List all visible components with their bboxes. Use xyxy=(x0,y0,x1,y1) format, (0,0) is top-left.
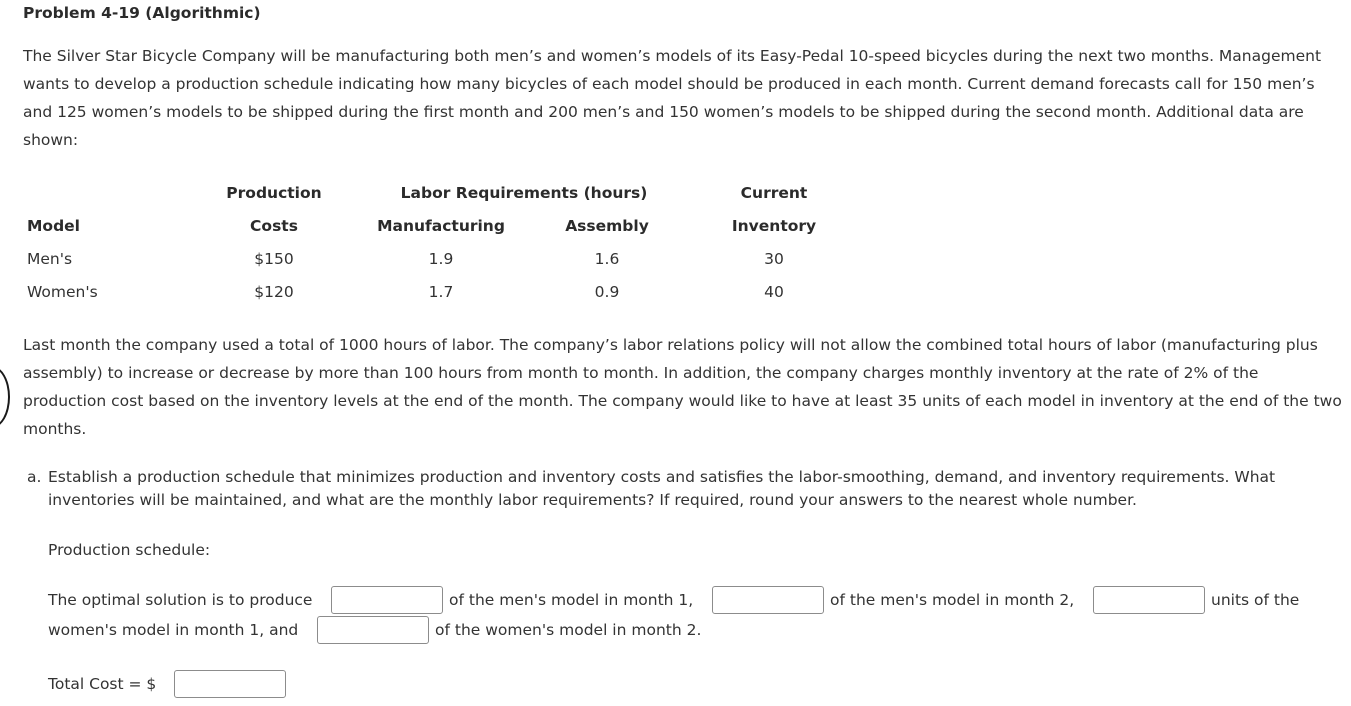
women-month-1-input[interactable] xyxy=(1093,586,1205,614)
header-manufacturing: Manufacturing xyxy=(377,217,505,235)
problem-title: Problem 4-19 (Algorithmic) xyxy=(23,4,261,22)
row-model-mens: Men's xyxy=(27,250,73,268)
row-inventory-mens: 30 xyxy=(764,250,784,268)
men-month-1-input[interactable] xyxy=(331,586,443,614)
header-current: Current xyxy=(740,184,808,202)
header-model: Model xyxy=(27,217,80,235)
header-assembly: Assembly xyxy=(565,217,649,235)
header-labor-requirements: Labor Requirements (hours) xyxy=(400,184,648,202)
sentence-part-2: of the men's model in month 1, xyxy=(449,591,694,609)
part-a-question-text: Establish a production schedule that minimizes production and inventory costs and satisfies the labor-smoothing, demand, and inventory requirements. What inventories will be maintained, and what are the monthly labor requirements? If required, round your answers to the nearest whole number. xyxy=(48,468,1276,509)
sentence-part-1: The optimal solution is to produce xyxy=(48,591,313,609)
policy-paragraph: Last month the company used a total of 1000 hours of labor. The company’s labor relations policy will not allow the combined total hours of labor (manufacturing plus assembly) to increase or decrease by more than 100 hours from month to month. In addition, the company charges monthly inventory at the rate of 2% of the production cost based on the inventory levels at the end of the month. The company would like to have at least 35 units of each model in inventory at the end of the two months. xyxy=(23,336,1342,438)
sentence-part-3: of the men's model in month 2, xyxy=(830,591,1075,609)
row-model-womens: Women's xyxy=(27,283,98,301)
total-cost-label: Total Cost = $ xyxy=(48,675,157,693)
row-cost-mens: $150 xyxy=(254,250,294,268)
header-inventory: Inventory xyxy=(731,217,817,235)
part-a-marker: a. xyxy=(27,468,42,486)
row-cost-womens: $120 xyxy=(254,283,294,301)
part-a-question xyxy=(27,466,1347,512)
sentence-part-6: of the women's model in month 2. xyxy=(435,621,702,639)
sentence-part-4: units of the xyxy=(1211,591,1300,609)
header-production: Production xyxy=(226,184,322,202)
row-manufacturing-womens: 1.7 xyxy=(428,283,454,301)
header-costs: Costs xyxy=(250,217,298,235)
row-inventory-womens: 40 xyxy=(764,283,784,301)
men-month-2-input[interactable] xyxy=(712,586,824,614)
row-assembly-womens: 0.9 xyxy=(594,283,620,301)
problem-intro: The Silver Star Bicycle Company will be manufacturing both men’s and women’s models of its Easy-Pedal 10-speed bicycles during the next two months. Management wants to develop a production schedule indicating how many bicycles of each model should be produced in each month. Current demand forecasts call for 150 men’s and 125 women’s models to be shipped during the first month and 200 men’s and 150 women’s models to be shipped during the second month. Additional data are shown: xyxy=(23,47,1322,149)
production-schedule-label: Production schedule: xyxy=(48,541,211,559)
row-assembly-mens: 1.6 xyxy=(594,250,620,268)
row-manufacturing-mens: 1.9 xyxy=(428,250,454,268)
women-month-2-input[interactable] xyxy=(317,616,429,644)
sentence-part-5: women's model in month 1, and xyxy=(48,621,299,639)
total-cost-input[interactable] xyxy=(174,670,286,698)
circle-mark xyxy=(0,366,10,428)
